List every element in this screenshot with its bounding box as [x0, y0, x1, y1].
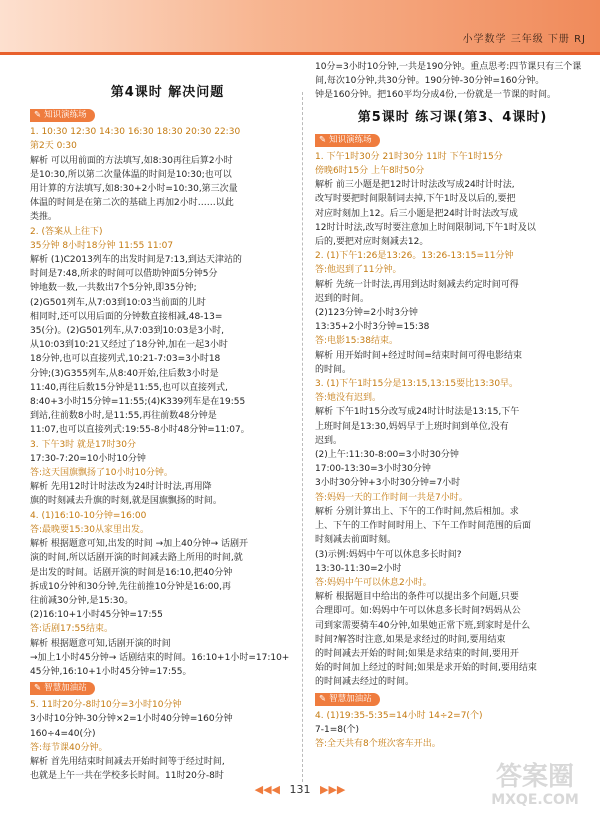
answer-line: 13:30-11:30=2小时: [315, 563, 402, 574]
answer-line: 答:这天国旗飘扬了10小时10分钟。: [30, 468, 173, 479]
answer-line: 的时间。: [315, 364, 352, 375]
section-label-challenge: [315, 693, 380, 706]
section-label-text: 知识演练场: [44, 110, 87, 121]
answer-line: 解析 可以用前面的方法填写,如8:30再往后算2小时: [30, 155, 233, 166]
answer-line: 17:30-7:20=10小时10分钟: [30, 453, 146, 464]
section-label-practice: [30, 109, 95, 122]
pencil-icon: ✎: [34, 683, 42, 694]
answer-line: 也就是上午一共在学校多长时间。11时20分-8时: [30, 771, 224, 782]
page-number: 131: [289, 783, 311, 796]
answer-line: 2. (1)下午1:26是13:26。13:26-13:15=11分钟: [315, 251, 514, 262]
answer-line: 答:妈妈中午可以休息2小时。: [315, 577, 432, 588]
answer-line: 时刻减去前面时刻。: [315, 535, 397, 546]
pencil-icon: ✎: [319, 134, 327, 145]
answer-line: 时间是7:48,所求的时间可以借助钟面5分钟5分: [30, 269, 218, 280]
answer-line: 5. 11时20分-8时10分=3小时10分钟: [30, 700, 182, 711]
answer-line: 上班时间是13:30,妈妈早于上班时间到单位,没有: [315, 421, 509, 432]
section-label-challenge: [30, 682, 95, 695]
answer-line: 8:40+3小时15分钟=11:55;(4)K339列车是在19:55: [30, 397, 246, 408]
answer-line: 分钟;(3)G355列车,从8:40开始,往后数3小时是: [30, 368, 219, 379]
answer-line: 答:全天共有8个班次客车开出。: [315, 738, 441, 749]
answer-line: 答:最晚要15:30从家里出发。: [30, 524, 149, 535]
answer-line: 10分=3小时10分钟,一共是190分钟。重点思考:四节课只有三个课: [315, 62, 582, 72]
answer-line: 迟到的时间。: [315, 293, 370, 304]
answer-line: 司到家需要骑车40分钟,如果她正常下班,到家时是什么: [315, 620, 531, 631]
answer-line: 后的,要把对应时刻减去12。: [315, 237, 429, 248]
answer-line: 从10:03到10:21又经过了18分钟,加在一起3小时: [30, 340, 228, 351]
answer-line: 解析 根据题意可知,话剧开演的时间: [30, 638, 171, 649]
answer-line: (2)16:10+1小时45分钟=17:55: [30, 610, 163, 621]
answer-line: 拆成10分钟和30分钟,先往前推10分钟是16:00,再: [30, 581, 232, 592]
right-column: [315, 60, 590, 751]
lesson5-title: 第5课时 练习课(第3、4课时): [357, 109, 548, 125]
pencil-icon: ✎: [319, 693, 327, 704]
answer-line: 上、下午的工作时间时用上、下午工作时间范围的后面: [315, 521, 532, 532]
answer-line: 45分钟,16:10+1小时45分钟=17:55。: [30, 666, 192, 677]
section-label-text: 智慧加油站: [44, 683, 87, 694]
answer-line: 35(分)。(2)G501列车,从7:03到10:03是3小时,: [30, 326, 224, 337]
answer-line: 解析 前三小题是把12时计时法改写成24时计时法,: [315, 180, 515, 191]
answer-line: →加上1小时45分钟→ 话剧结束的时间。16:10+1小时=17:10+: [30, 652, 290, 663]
answer-line: 合理即可。如:妈妈中午可以休息多长时间?妈妈从公: [315, 606, 521, 617]
watermark-url: MXQE.COM: [491, 792, 579, 808]
answer-line: 解析 分别计算出上、下午的工作时间,然后相加。求: [315, 506, 519, 517]
answer-line: 始的时间加上经过的时间;如果是求开始的时间,要用结束: [315, 663, 537, 674]
answer-line: 11:07,也可以直接列式:19:55-8小时48分钟=11:07。: [30, 425, 250, 436]
answer-line: 是10:30,所以第二次量体温的时间是10:30;也可以: [30, 169, 232, 180]
answer-line: 答:他迟到了11分钟。: [315, 265, 402, 276]
answer-line: 解析 (1)C2013列车的出发时间是7:13,到达天津站的: [30, 255, 242, 266]
answer-line: 到站,往前数8小时,是11:55,再往前数48分钟是: [30, 411, 217, 422]
answer-line: 3. 下午3时 就是17时30分: [30, 439, 136, 450]
answer-line: 160÷4=40(分): [30, 728, 96, 739]
answer-line: 时间?解答时注意,如果是求经过的时间,要用结束: [315, 634, 506, 645]
answer-line: 1. 10:30 12:30 14:30 16:30 18:30 20:30 22:30: [30, 127, 241, 138]
answer-line: 答:妈妈一天的工作时间一共是7小时。: [315, 492, 468, 503]
answer-line: 第2天 0:30: [30, 141, 77, 152]
answer-line: 3小时10分钟-30分钟×2=1小时40分钟=160分钟: [30, 714, 233, 725]
answer-line: 7-1=8(个): [315, 724, 359, 735]
answer-line: 12时计时法,改写时要注意加上时间限制词,下午1时及以: [315, 222, 536, 233]
answer-line: 钟是160分钟。把160平均分成4份,一份就是一节课的时间。: [315, 90, 556, 101]
answer-line: 解析 用开始时间+经过时间=结束时间可得电影结束: [315, 350, 522, 361]
right-answers: [315, 150, 590, 690]
answer-line: 相同时,还可以用后面的分钟数直接相减,48-13=: [30, 311, 223, 322]
answer-line: 解析 首先用结束时间减去开始时间等于经过时间,: [30, 756, 225, 767]
page-header: [0, 0, 600, 55]
answer-line: 迟到。: [315, 435, 343, 446]
answer-line: 往前减30分钟,是15:30。: [30, 595, 134, 606]
left-column: [30, 60, 305, 783]
section-label-text: 智慧加油站: [329, 693, 372, 704]
answer-line: 4. (1)19:35-5:35=14小时 14÷2=7(个): [315, 710, 483, 721]
answer-line: 的时间减去开始的时间;如果是求结束的时间,要用开: [315, 648, 519, 659]
answer-line: 解析 先用12时计时法改为24时计时法,再用降: [30, 482, 212, 493]
answer-line: (2)123分钟=2小时3分钟: [315, 308, 418, 319]
answer-line: 17:00-13:30=3小时30分钟: [315, 464, 431, 475]
answer-line: 对应时刻加上12。后三小题是把24时计时法改写成: [315, 208, 518, 219]
answer-line: (2)G501列车,从7:03到10:03当前面的儿时: [30, 297, 206, 308]
answer-line: 答:话剧17:55结束。: [30, 624, 113, 635]
answer-line: 解析 下午1时15分改写成24时计时法是13:15,下午: [315, 407, 520, 418]
answer-line: 解析 先统一计时法,再用到达时刻减去约定时间可得: [315, 279, 519, 290]
answer-line: 体温的时间是在第二次的基础上再加2小时……以此: [30, 198, 234, 209]
next-arrows-icon: ▶▶▶: [320, 783, 346, 796]
watermark: [480, 762, 590, 808]
answer-line: 演的时间,所以话剧开演的时间减去路上所用的时间,就: [30, 553, 243, 564]
left-answers: [30, 125, 305, 679]
answer-line: (3)示例:妈妈中午可以休息多长时间?: [315, 549, 462, 560]
answer-line: 2. (答案从上往下): [30, 226, 103, 237]
answer-line: 的时间减去经过的时间。: [315, 677, 415, 688]
answer-line: 解析 根据题意可知,出发的时间 →加上40分钟→ 话剧开: [30, 539, 248, 550]
answer-line: 3. (1)下午1时15分是13:15,13:15要比13:30早。: [315, 379, 519, 390]
answer-line: 傍晚6时15分 上午8时50分: [315, 166, 425, 177]
prev-arrows-icon: ◀◀◀: [254, 783, 280, 796]
answer-line: 间,每次10分钟,共30分钟。190分钟-30分钟=160分钟。: [315, 76, 545, 87]
watermark-text: 答案圈: [495, 762, 574, 792]
answer-line: 答:她没有迟到。: [315, 393, 382, 404]
answer-line: 类推。: [30, 212, 58, 223]
lesson4-title: 第4课时 解决问题: [110, 85, 225, 100]
header-title: 小学数学 三年级 下册 RJ: [462, 34, 586, 45]
answer-line: 改写时要把时间限制词去掉,下午1时及以后的,要把: [315, 194, 516, 205]
pencil-icon: ✎: [34, 110, 42, 121]
answer-line: 11:40,再往后数15分钟是11:55,也可以直接列式,: [30, 382, 228, 393]
answer-line: 钟地数一数,一共数出7个5分钟,即35分钟;: [30, 283, 197, 294]
right-answers-2: [315, 709, 590, 752]
answer-line: 1. 下午1时30分 21时30分 11时 下午1时15分: [315, 151, 503, 162]
answer-line: 旗的时刻减去升旗的时刻,就是国旗飘扬的时间。: [30, 496, 222, 507]
answer-line: 用计算的方法填写,如8:30+2小时=10:30,第三次量: [30, 184, 238, 195]
left-answers-2: [30, 698, 305, 783]
answer-line: 18分钟,也可以直接列式,10:21-7:03=3小时18: [30, 354, 221, 365]
section-label-practice: [315, 134, 380, 147]
answer-line: 35分钟 8小时18分钟 11:55 11:07: [30, 240, 174, 251]
answer-line: 4. (1)16:10-10分钟=16:00: [30, 510, 147, 521]
answer-line: 3小时30分钟+3小时30分钟=7小时: [315, 478, 461, 489]
answer-line: 是出发的时间。话剧开演的时间是16:10,把40分钟: [30, 567, 233, 578]
answer-line: 解析 根据题目中给出的条件可以提出多个问题,只要: [315, 592, 519, 603]
answer-line: 13:35+2小时3分钟=15:38: [315, 322, 430, 333]
right-continuation: [315, 60, 590, 103]
answer-line: 答:每节课40分钟。: [30, 742, 108, 753]
section-label-text: 知识演练场: [329, 134, 372, 145]
answer-line: (2)上午:11:30-8:00=3小时30分钟: [315, 450, 459, 461]
answer-line: 答:电影15:38结束。: [315, 336, 398, 347]
